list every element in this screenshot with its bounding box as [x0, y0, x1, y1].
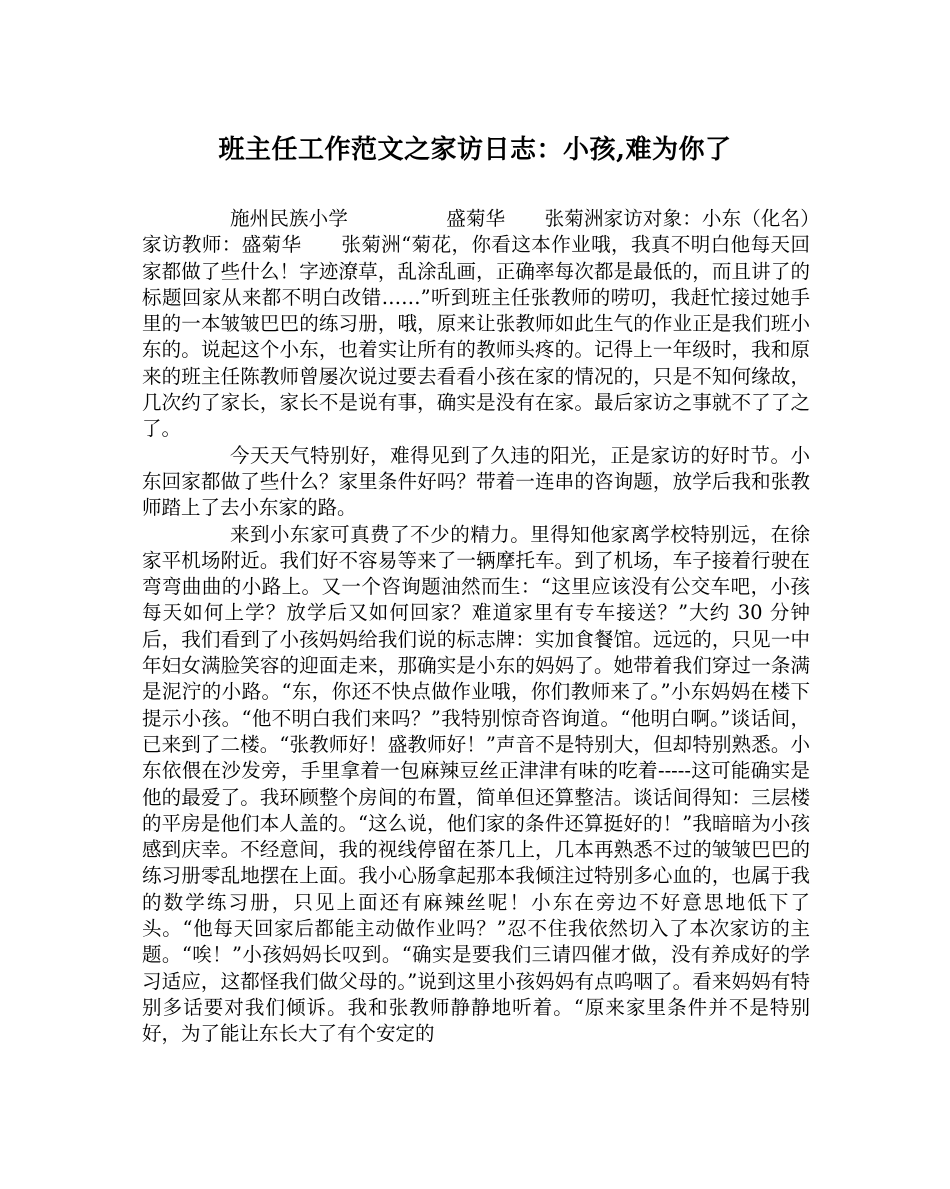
paragraph-intro: 施州民族小学 盛菊华 张菊洲家访对象：小东（化名）家访教师：盛菊华 张菊洲“菊花，你看这本作业哦，我真不明白他每天回家都做了些什么！字迹潦草，乱涂乱画，正确率每次都是最低的，而且讲了的标题回家从来都不明白改错……”听到班主任张教师的唠叨，我赶忙接过她手里的一本皱皱巴巴的练习册，哦，原来让张教师如此生气的作业正是我们班小东的。说起这个小东，也着实让所有的教师头疼的。记得上一年级时，我和原来的班主任陈教师曾屡次说过要去看看小孩在家的情况的，只是不知何缘故，几次约了家长，家长不是说有事，确实是没有在家。最后家访之事就不了了之了。 — [142, 207, 810, 441]
document-title: 班主任工作范文之家访日志：小孩,难为你了 — [218, 135, 732, 165]
paragraph-weather: 今天天气特别好，难得见到了久违的阳光，正是家访的好时节。小东回家都做了些什么？家里条件好吗？带着一连串的咨询题，放学后我和张教师踏上了去小东家的路。 — [142, 443, 810, 520]
document-body — [142, 206, 810, 1048]
paragraph-visit: 来到小东家可真费了不少的精力。里得知他家离学校特别远，在徐家平机场附近。我们好不容易等来了一辆摩托车。到了机场，车子接着行驶在弯弯曲曲的小路上。又一个咨询题油然而生：“这里应该没有公交车吧，小孩每天如何上学？放学后又如何回家？难道家里有专车接送？”大约 30 分钟后，我们看到了小孩妈妈给我们说的标志牌：实加食餐馆。远远的，只见一中年妇女满脸笑容的迎面走来，那确实是小东的妈妈了。她带着我们穿过一条满是泥泞的小路。“东，你还不快点做作业哦，你们教师来了。”小东妈妈在楼下提示小孩。“他不明白我们来吗？”我特别惊奇咨询道。“他明白啊。”谈话间，已来到了二楼。“张教师好！盛教师好！”声音不是特别大，但却特别熟悉。小东依偎在沙发旁，手里拿着一包麻辣豆丝正津津有味的吃着-----这可能确实是他的最爱了。我环顾整个房间的布置，简单但还算整洁。谈话间得知：三层楼的平房是他们本人盖的。“这么说，他们家的条件还算挺好的！”我暗暗为小孩感到庆幸。不经意间，我的视线停留在茶几上，几本再熟悉不过的皱皱巴巴的练习册零乱地摆在上面。我小心肠拿起那本我倾注过特别多心血的，也属于我的数学练习册，只见上面还有麻辣丝呢！小东在旁边不好意思地低下了头。“他每天回家后都能主动做作业吗？”忍不住我依然切入了本次家访的主题。“唉！”小孩妈妈长叹到。“确实是要我们三请四催才做，没有养成好的学习适应，这都怪我们做父母的。”说到这里小孩妈妈有点呜咽了。看来妈妈有特别多话要对我们倾诉。我和张教师静静地听着。“原来家里条件并不是特别好，为了能让东长大了有个安定的 — [142, 522, 810, 1046]
